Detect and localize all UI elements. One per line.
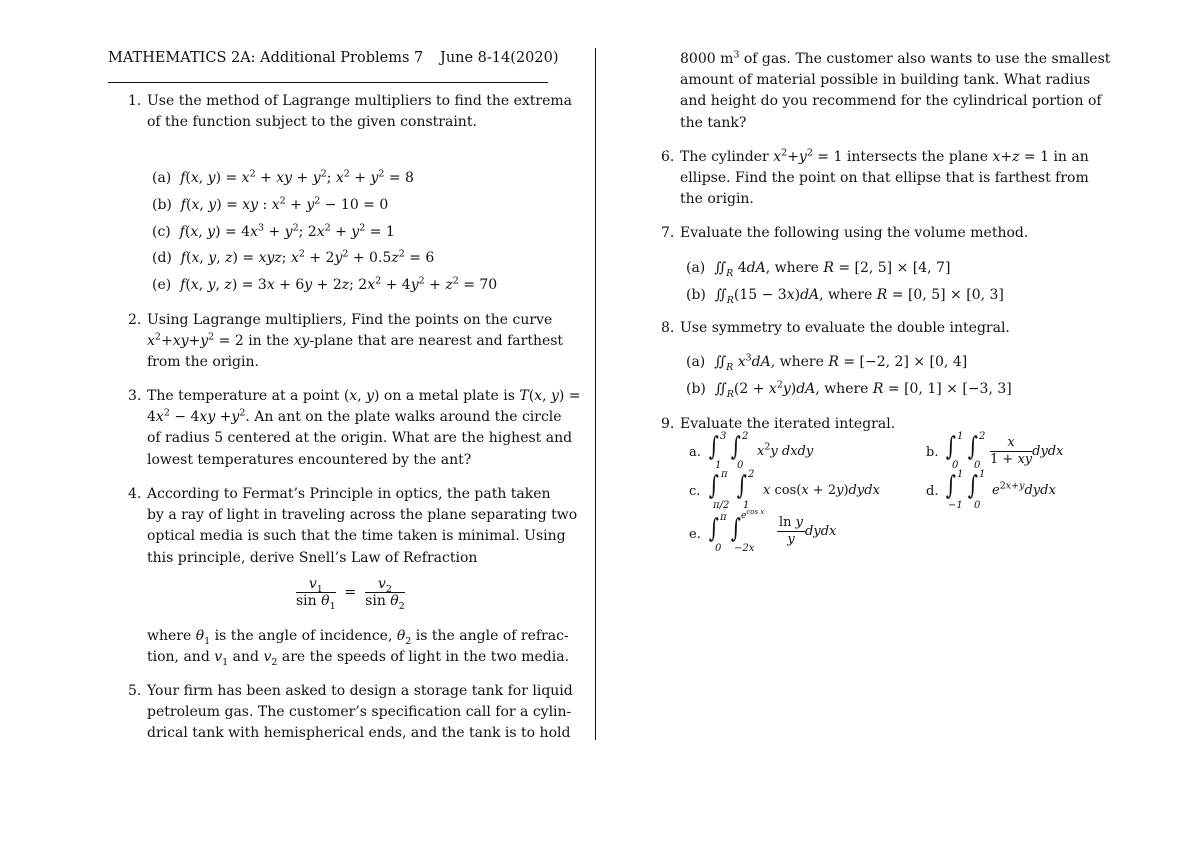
item-label: (b) (686, 287, 706, 303)
integrand: $e^{2x+y}dydx$ (992, 480, 1056, 498)
problem-text: drical tank with hemispherical ends, and the tank is to hold (147, 725, 571, 742)
problem-9a (689, 431, 889, 474)
column-divider (595, 48, 596, 740)
integral-sign: ∫ (708, 514, 719, 544)
item-label: (b) (152, 197, 172, 213)
problem-7 (661, 223, 1082, 244)
integral-sign: ∫ (736, 471, 747, 501)
lower-limit: 0 (737, 460, 744, 471)
problem-1e (152, 275, 497, 296)
integrand: $x^2y$ dxdy (757, 441, 814, 459)
problem-5 (128, 681, 573, 745)
integrand: $\frac{\text{ln y}}{y}$ dydx (779, 515, 837, 547)
item-label: (c) (152, 224, 171, 240)
problem-9c (689, 469, 909, 516)
problem-1d (152, 248, 434, 269)
integral-sign: ∫ (967, 471, 978, 501)
problem-text: $x^2+xy+y^2 = 2$ in the xy-plane that are nearest and farthest (147, 331, 564, 350)
problem-9e (689, 508, 889, 558)
problem-text: According to Fermat’s Principle in optics, the path taken (147, 486, 551, 502)
upper-limit: 3 (720, 431, 727, 442)
upper-limit: π (721, 469, 728, 480)
upper-limit: 1 (957, 469, 964, 480)
problem-text: where $\theta_1$ is the angle of incidence, $\theta_2$ is the angle of refrac- (147, 628, 569, 647)
lower-limit: −1 (948, 500, 963, 511)
problem-text: from the origin. (147, 354, 259, 371)
problem-4-continued (147, 626, 569, 668)
upper-limit: π (720, 512, 727, 523)
item-label: (b) (686, 381, 706, 397)
integral-sign: ∫ (967, 432, 978, 462)
integral-sign: ∫ (708, 471, 719, 501)
problem-text: of radius 5 centered at the origin. What are the highest and (147, 430, 573, 447)
problem-9d (926, 469, 1086, 516)
formula: $∬_R$ $x^3dA$, where R = [−2, 2] × [0, 4] (714, 352, 968, 373)
problem-text: 8000 $m^3$ of gas. The customer also wants to use the smallest (680, 49, 1111, 67)
problem-text: Evaluate the iterated integral. (680, 416, 896, 432)
problem-text: and height do you recommend for the cylindrical portion of (680, 93, 1102, 110)
header-rule (108, 82, 548, 83)
problem-text: amount of material possible in building tank. What radius (680, 72, 1091, 89)
formula: f(x, $y) = 4x^3 + y^2$; $2x^2 + y^2 = 1$ (179, 222, 395, 240)
page-date: June 8-14(2020) (440, 50, 559, 66)
item-label: d. (926, 484, 939, 499)
problem-number: 9. (661, 416, 675, 432)
upper-limit: 1 (957, 431, 964, 442)
problem-text: ellipse. Find the point on that ellipse that is farthest from (680, 170, 1089, 187)
upper-limit: $e^{cos x}$ (741, 508, 765, 521)
fraction: $\frac{x}{1 + xy}$ (990, 435, 1033, 467)
problem-3 (128, 386, 581, 471)
integrand: $\frac{x}{1 + xy}$ dydx (990, 435, 1064, 467)
item-label: (a) (686, 354, 706, 370)
lower-limit: π/2 (713, 500, 730, 511)
problem-1a (152, 168, 414, 189)
problem-6 (661, 147, 1089, 211)
item-label: c. (689, 484, 701, 499)
lower-limit: 1 (743, 500, 750, 511)
problem-number: 7. (661, 225, 675, 241)
integrand: x cos(x + 2y)dydx (763, 483, 880, 498)
item-label: (e) (152, 277, 172, 293)
formula: $∬_R$ 4dA, where R = [2, 5] × [4, 7] (714, 260, 951, 279)
integral-sign: ∫ (730, 432, 741, 462)
integral-sign: ∫ (945, 432, 956, 462)
problem-1b (152, 195, 388, 216)
problem-5-continued (680, 49, 1111, 134)
item-label: a. (689, 445, 701, 460)
page-title: MATHEMATICS 2A: Additional Problems 7 (108, 50, 424, 66)
fraction: $\frac{v_2}{\sin \theta_2}$ (365, 576, 405, 612)
item-label: (a) (686, 260, 706, 276)
upper-limit: 2 (742, 431, 749, 442)
lower-limit: 0 (974, 500, 981, 511)
problem-text: tion, and $v_1$ and $v_2$ are the speeds of light in the two media. (147, 649, 569, 668)
integral-sign: ∫ (945, 471, 956, 501)
problem-text: lowest temperatures encountered by the ant? (147, 451, 472, 468)
formula: $∬_R(2 + x^2y)dA$, where R = [0, 1] × [−3, 3] (714, 379, 1012, 400)
problem-text: by a ray of light in traveling across the plane separating two (147, 507, 578, 524)
problem-text: $4x^2 - 4xy +y^2$. An ant on the plate walks around the circle (147, 407, 562, 426)
lower-limit: 0 (952, 460, 959, 471)
fraction: $\frac{\text{ln y}}{y}$ (779, 515, 804, 547)
problem-text: optical media is such that the time taken is minimal. Using (147, 528, 566, 545)
problem-text: Use the method of Lagrange multipliers to find the extrema (147, 93, 573, 109)
problem-number: 3. (128, 388, 142, 404)
formula: $∬_R(15 - 3x)dA$, where R = [0, 5] × [0, 3] (714, 287, 1004, 306)
integral-sign: ∫ (708, 432, 719, 462)
problem-8b (686, 379, 1012, 400)
item-label: (a) (152, 170, 172, 186)
lower-limit: 1 (715, 460, 722, 471)
problem-4 (128, 484, 578, 569)
problem-text: Your firm has been asked to design a storage tank for liquid (147, 683, 573, 699)
problem-text: this principle, derive Snell’s Law of Refraction (147, 549, 478, 566)
item-label: e. (689, 527, 701, 542)
problem-text: Use symmetry to evaluate the double integral. (680, 320, 1010, 336)
problem-text: Evaluate the following using the volume method. (680, 225, 1029, 241)
formula: f(x, $y) = x^2$ + xy + $y^2$; $x^2 + y^2 = 8$ (180, 168, 414, 186)
problem-text: The temperature at a point (x, y) on a metal plate is T(x, y) = (147, 388, 581, 404)
problem-text: of the function subject to the given constraint. (147, 114, 477, 131)
problem-7b (686, 285, 1004, 306)
upper-limit: 2 (748, 469, 755, 480)
lower-limit: 0 (715, 543, 722, 554)
problem-text: Using Lagrange multipliers, Find the points on the curve (147, 312, 553, 328)
formula: f(x, y, z) = xyz; $x^2 + 2y^2 + 0.5z^2 = 6$ (180, 248, 435, 266)
problem-number: 4. (128, 486, 142, 502)
problem-text: of gas. The customer also wants to use the smallest (743, 51, 1111, 67)
problem-1c (152, 222, 395, 243)
problem-number: 6. (661, 149, 675, 165)
problem-number: 5. (128, 683, 142, 699)
lower-limit: −2x (734, 543, 755, 554)
item-label: (d) (152, 250, 172, 266)
problem-text: The cylinder $x^2+y^2 = 1$ intersects the plane x+z = 1 in an (680, 147, 1089, 165)
problem-number: 8. (661, 320, 675, 336)
problem-8 (661, 318, 1082, 339)
item-label: b. (926, 445, 939, 460)
formula: f(x, y) = xy : $x^2 + y^2 - 10 = 0$ (180, 195, 389, 213)
problem-text: the origin. (680, 191, 754, 208)
problem-text: petroleum gas. The customer’s specification call for a cylin- (147, 704, 572, 721)
integral-sign: ∫ (730, 514, 741, 544)
problem-7a (686, 258, 950, 279)
problem-1 (128, 91, 573, 133)
upper-limit: 1 (979, 469, 986, 480)
problem-2 (128, 310, 564, 374)
problem-number: 2. (128, 312, 142, 328)
problem-number: 1. (128, 93, 142, 109)
upper-limit: 2 (979, 431, 986, 442)
problem-9b (926, 432, 1086, 476)
fraction: $\frac{v_1}{\sin \theta_1}$ (296, 576, 336, 612)
lower-limit: 0 (974, 460, 981, 471)
problem-8a (686, 352, 967, 373)
snell-equation: $\frac{v_1}{\sin \theta_1}$ = $\frac{v_2}{\sin \theta_2}$ (296, 576, 405, 612)
problem-text: the tank? (680, 114, 747, 131)
formula: f(x, y, z) = 3x + 6y + 2z; $2x^2 + 4y^2 + z^2 = 70$ (180, 275, 498, 293)
